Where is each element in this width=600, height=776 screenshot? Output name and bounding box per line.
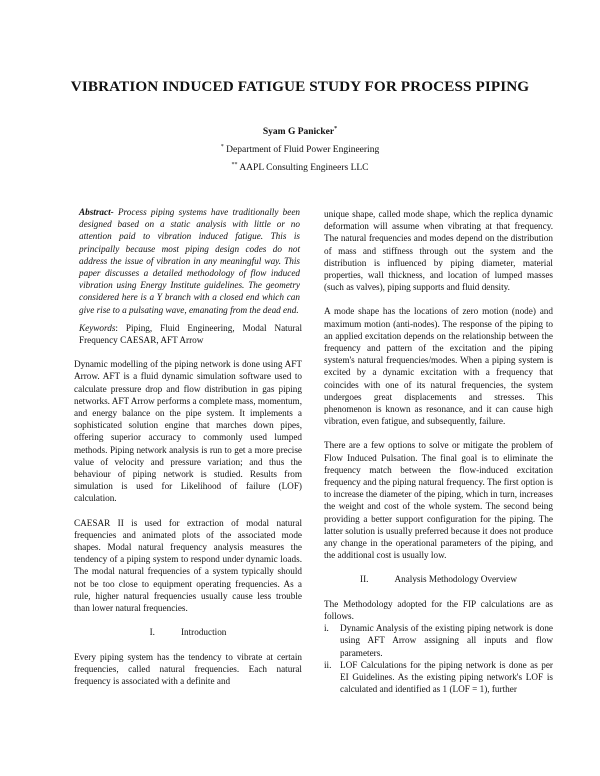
abstract-text: Process piping systems have traditionally been designed based on a static analysis with little or no attention paid to vibration induced fatigue. This is principally because most piping design codes do not address the issue of vibration in any meaningful way. This paper discusses a detailed methodology of flow induced vibration using Energy Institute guidelines. The geometry considered here is a Y branch with a closed end which can give rise to a pulsating wave, emanating from the dead end.	[79, 207, 300, 315]
affiliation-2	[0, 163, 600, 173]
paper-title: VIBRATION INDUCED FATIGUE STUDY FOR PROCESS PIPING	[70, 78, 530, 95]
body-paragraph-5: There are a few options to solve or mitigate the problem of Flow Induced Pulsation. The final goal is to eliminate the frequency match between the flow-induced excitation frequency and the piping natural frequency. The first option is to increase the diameter of the piping, which in turn, increases the weight and cost of the whole system. The second being providing a better support configuration for the piping. The latter solution is usually preferred because it does not produce any change in the operational parameters of the piping, and the additional cost is usually low.	[324, 440, 553, 561]
body-paragraph-2: CAESAR II is used for extraction of modal natural frequencies and animated plots of the associated mode shapes. Modal natural frequency analysis measures the tendency of a piping system to respond under dynamic loads. The modal natural frequencies of a system typically should not be too close to equipment operating frequencies. As a rule, higher natural frequencies usually cause less trouble than lower natural frequencies.	[74, 517, 302, 614]
affiliation-1	[0, 145, 600, 155]
keywords-text: : Piping, Fluid Engineering, Modal Natural Frequency CAESAR, AFT Arrow	[79, 322, 302, 346]
body-paragraph-1: Dynamic modelling of the piping network is done using AFT Arrow. AFT is a fluid dynamic simulation software used to calculate pressure drop and flow distribution in gas piping networks. AFT Arrow performs a complete mass, momentum, and energy balance on the pipe system. It implements a sophisticated solution engine that marches down pipes, offering superior accuracy to commonly used lumped methods. Piping network analysis is run to get a more precise value of velocity and pressure variation; and thus the behaviour of piping network is studied. Results from simulation is used for Likelihood of failure (LOF) calculation.	[74, 359, 302, 504]
step-2-text: LOF Calculations for the piping network is done as per EI Guidelines. As the existing piping network's LOF is calculated and identified as 1 (LOF = 1), further	[340, 659, 553, 695]
step-1	[324, 622, 553, 659]
section-1-number: I.	[149, 627, 155, 638]
author-mark: *	[334, 125, 338, 132]
abstract-label: Abstract-	[79, 207, 114, 217]
body-paragraph-3: unique shape, called mode shape, which the replica dynamic deformation will assume when vibrating at that frequency. The natural frequencies and modes depend on the distribution of mass and stiffness through out the system and the distribution is influenced by piping diameter, material properties, wall thickness, and location of lumped masses (such as valves), piping supports and fluid density.	[324, 209, 553, 293]
step-2	[324, 659, 553, 696]
method-intro: The Methodology adopted for the FIP calculations are as follows.	[324, 598, 553, 621]
section-2-number: II.	[360, 574, 369, 585]
affiliation-2-mark: **	[231, 161, 238, 168]
author-line	[0, 127, 600, 137]
step-1-marker: i.	[324, 623, 329, 634]
left-column	[74, 206, 302, 687]
section-heading-methodology	[324, 573, 553, 585]
body-paragraph-4: A mode shape has the locations of zero motion (node) and maximum motion (anti-nodes). The response of the piping to an applied excitation depends on the relationship between the frequency and pattern of the excitation and the piping system's natural frequencies/modes. When a piping system is excited by a dynamic excitation with a frequency that coincides with one of its natural frequencies, the system undergoes great displacements and stresses. This phenomenon is known as resonance, and it can cause high vibration, even fatigue, and subsequently, failure.	[324, 306, 553, 427]
section-1-title: Introduction	[180, 627, 227, 638]
abstract	[79, 206, 300, 316]
author-name: Syam G Panicker	[262, 127, 335, 137]
affiliation-1-mark: *	[220, 143, 224, 150]
methodology-steps	[324, 622, 553, 695]
intro-paragraph: Every piping system has the tendency to vibrate at certain frequencies, called natural frequencies. Each natural frequency is associated with a definite and	[74, 651, 302, 686]
keywords-label: Keywords	[79, 322, 116, 333]
affiliation-1-text: Department of Fluid Power Engineering	[226, 145, 380, 155]
keywords	[79, 322, 302, 346]
section-heading-introduction	[74, 626, 302, 638]
affiliation-2-text: AAPL Consulting Engineers LLC	[239, 163, 369, 173]
step-1-text: Dynamic Analysis of the existing piping network is done using AFT Arrow assigning all inputs and flow parameters.	[340, 623, 553, 658]
section-2-title: Analysis Methodology Overview	[394, 574, 517, 585]
step-2-marker: ii.	[324, 659, 332, 670]
right-column	[324, 208, 553, 695]
